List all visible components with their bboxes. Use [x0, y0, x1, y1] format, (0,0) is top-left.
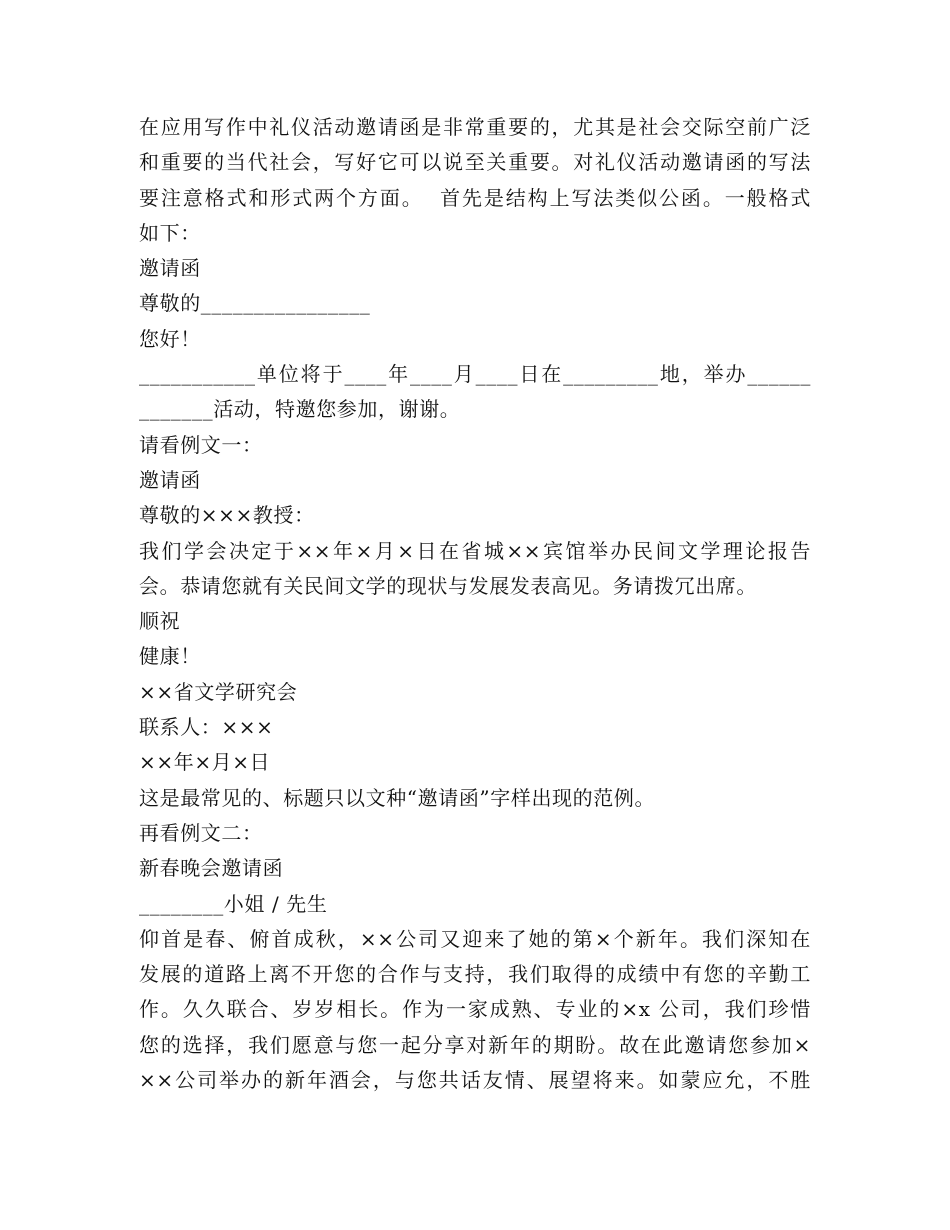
- template-greeting: 您好！: [139, 326, 201, 351]
- example-two-body-line-4: 您的选择，我们愿意与您一起分享对新年的期盼。故在此邀请您参加×: [139, 1032, 811, 1057]
- template-body-line-2: _______活动，特邀您参加，谢谢。: [139, 397, 461, 422]
- paragraph-line-4: 如下：: [139, 220, 201, 245]
- example-one-note: 这是最常见的、标题只以文种“邀请函”字样出现的范例。: [139, 785, 656, 810]
- example-one-body-line-2: 会。恭请您就有关民间文学的现状与发展发表高见。务请拨冗出席。: [139, 573, 757, 598]
- example-two-body-line-3: 作。久久联合、岁岁相长。作为一家成熟、专业的×x 公司，我们珍惜: [139, 997, 811, 1022]
- example-one-body-line-1: 我们学会决定于××年×月×日在省城××宾馆举办民间文学理论报告: [139, 538, 811, 563]
- example-two-title: 新春晚会邀请函: [139, 856, 284, 881]
- example-two-body-line-2: 发展的道路上离不开您的合作与支持，我们取得的成绩中有您的辛勤工: [139, 962, 811, 987]
- example-two-body-line-1: 仰首是春、俯首成秋，××公司又迎来了她的第×个新年。我们深知在: [139, 926, 811, 951]
- example-one-wish: 健康！: [139, 644, 201, 669]
- example-one-contact: 联系人：×××: [139, 715, 274, 740]
- paragraph-line-3: 要注意格式和形式两个方面。 首先是结构上写法类似公函。一般格式: [139, 185, 811, 210]
- example-one-heading: 请看例文一：: [139, 432, 263, 457]
- paragraph-line-2: 和重要的当代社会，写好它可以说至关重要。对礼仪活动邀请函的写法: [139, 150, 811, 175]
- template-salutation: 尊敬的________________: [139, 291, 371, 316]
- example-one-signature: ××省文学研究会: [139, 679, 298, 704]
- document-body: [139, 110, 811, 1098]
- example-two-heading: 再看例文二：: [139, 820, 263, 845]
- template-title: 邀请函: [139, 256, 201, 281]
- example-one-closing: 顺祝: [139, 609, 181, 634]
- example-one-title: 邀请函: [139, 467, 201, 492]
- example-one-date: ××年×月×日: [139, 750, 271, 775]
- example-two-body-line-5: ××公司举办的新年酒会，与您共话友情、展望将来。如蒙应允，不胜: [139, 1068, 811, 1093]
- example-two-salutation: ________小姐 / 先生: [139, 891, 328, 916]
- template-body-line-1: ___________单位将于____年____月____日在_________地，举办______: [139, 362, 811, 387]
- paragraph-line-1: 在应用写作中礼仪活动邀请函是非常重要的，尤其是社会交际空前广泛: [139, 115, 811, 139]
- example-one-salutation: 尊敬的×××教授：: [139, 503, 315, 528]
